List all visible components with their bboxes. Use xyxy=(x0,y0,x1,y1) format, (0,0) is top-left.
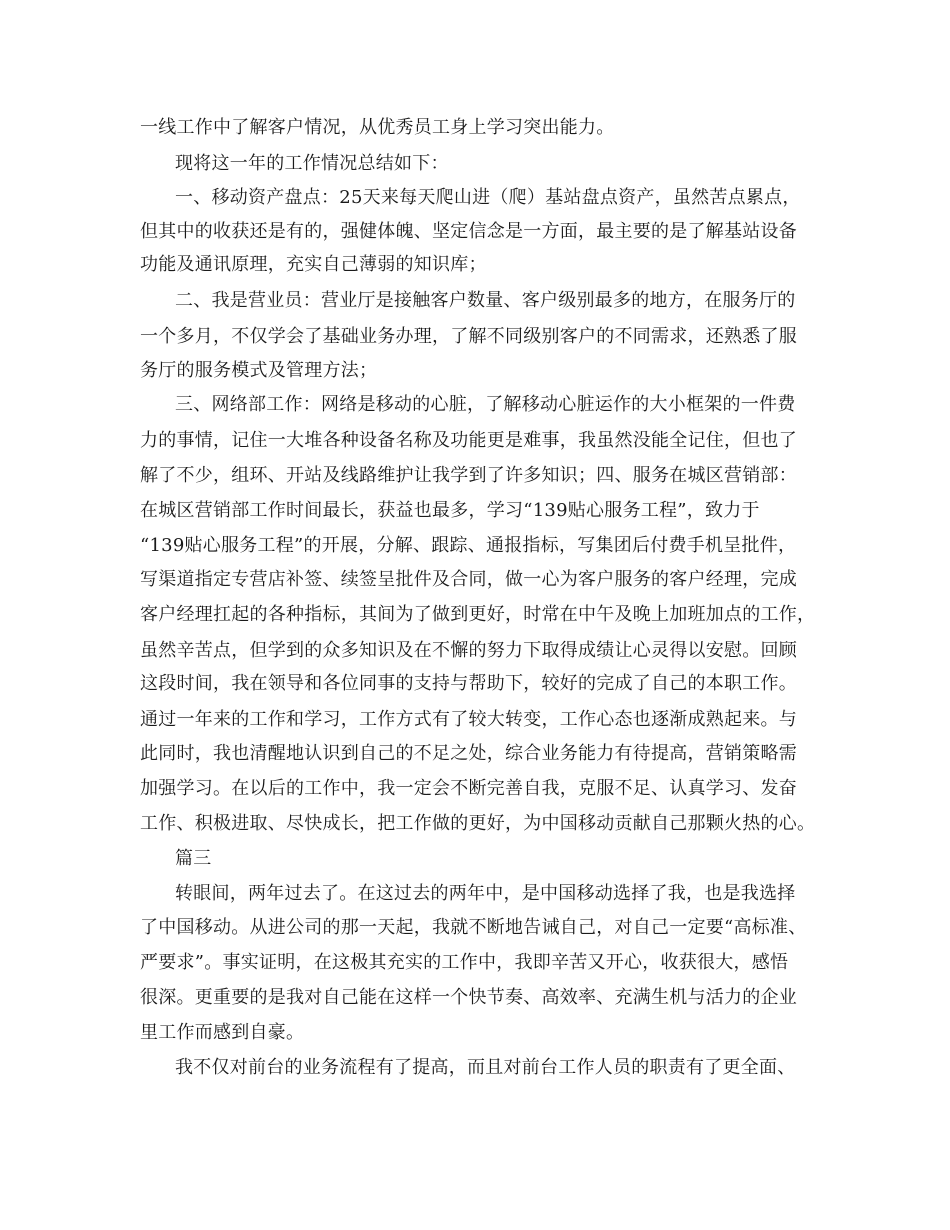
paragraph-line: 加强学习。在以后的工作中，我一定会不断完善自我，克服不足、认真学习、发奋 xyxy=(140,778,797,799)
paragraph-line: 但其中的收获还是有的，强健体魄、坚定信念是一方面，最主要的是了解基站设备 xyxy=(140,221,797,242)
paragraph-line: 三、网络部工作：网络是移动的心脏，了解移动心脏运作的大小框架的一件费 xyxy=(175,394,796,415)
paragraph-line: 虽然辛苦点，但学到的众多知识及在不懈的努力下取得成绩让心灵得以安慰。回顾 xyxy=(140,640,797,661)
paragraph-line: 工作、积极进取、尽快成长，把工作做的更好，为中国移动贡献自己那颗火热的心。 xyxy=(140,813,816,834)
paragraph-line: 此同时，我也清醒地认识到自己的不足之处，综合业务能力有待提高，营销策略需 xyxy=(140,743,797,764)
paragraph-line: 一个多月，不仅学会了基础业务办理，了解不同级别客户的不同需求，还熟悉了服 xyxy=(140,326,797,347)
paragraph-line: 一、移动资产盘点：25天来每天爬山进（爬）基站盘点资产，虽然苦点累点， xyxy=(175,187,801,208)
paragraph-line: 里工作而感到自豪。 xyxy=(140,1022,305,1043)
paragraph-line: 现将这一年的工作情况总结如下： xyxy=(175,153,449,174)
paragraph-line: 二、我是营业员：营业厅是接触客户数量、客户级别最多的地方，在服务厅的 xyxy=(175,290,796,311)
paragraph-line: 转眼间，两年过去了。在这过去的两年中，是中国移动选择了我，也是我选择 xyxy=(175,883,796,904)
paragraph-line: 功能及通讯原理，充实自己薄弱的知识库； xyxy=(140,254,487,275)
paragraph-line: 务厅的服务模式及管理方法； xyxy=(140,360,378,381)
paragraph-line: 严要求”。事实证明，在这极其充实的工作中，我即辛苦又开心，收获很大，感悟 xyxy=(140,952,789,973)
paragraph-line: 在城区营销部工作时间最长，获益也最多，学习“139贴心服务工程”，致力于 xyxy=(140,500,760,521)
paragraph-line: 一线工作中了解客户情况，从优秀员工身上学习突出能力。 xyxy=(140,117,615,138)
paragraph-line: 力的事情，记住一大堆各种设备名称及功能更是难事，我虽然没能全记住，但也了 xyxy=(140,430,797,451)
paragraph-line: 这段时间，我在领导和各位同事的支持与帮助下，较好的完成了自己的本职工作。 xyxy=(140,673,797,694)
paragraph-line: 很深。更重要的是我对自己能在这样一个快节奏、高效率、充满生机与活力的企业 xyxy=(140,987,797,1008)
paragraph-line: “139贴心服务工程”的开展，分解、跟踪、通报指标，写集团后付费手机呈批件， xyxy=(140,535,797,556)
paragraph-line: 了中国移动。从进公司的那一天起，我就不断地告诫自己，对自己一定要“高标准、 xyxy=(140,917,807,938)
paragraph-line: 写渠道指定专营店补签、续签呈批件及合同，做一心为客户服务的客户经理，完成 xyxy=(140,569,797,590)
paragraph-line: 客户经理扛起的各种指标，其间为了做到更好，时常在中午及晚上加班加点的工作， xyxy=(140,604,816,625)
paragraph-line: 通过一年来的工作和学习，工作方式有了较大转变，工作心态也逐渐成熟起来。与 xyxy=(140,709,797,730)
section-heading: 篇三 xyxy=(175,848,212,869)
paragraph-line: 我不仅对前台的业务流程有了提高，而且对前台工作人员的职责有了更全面、 xyxy=(175,1057,796,1078)
paragraph-line: 解了不少，组环、开站及线路维护让我学到了许多知识；四、服务在城区营销部： xyxy=(140,465,797,486)
